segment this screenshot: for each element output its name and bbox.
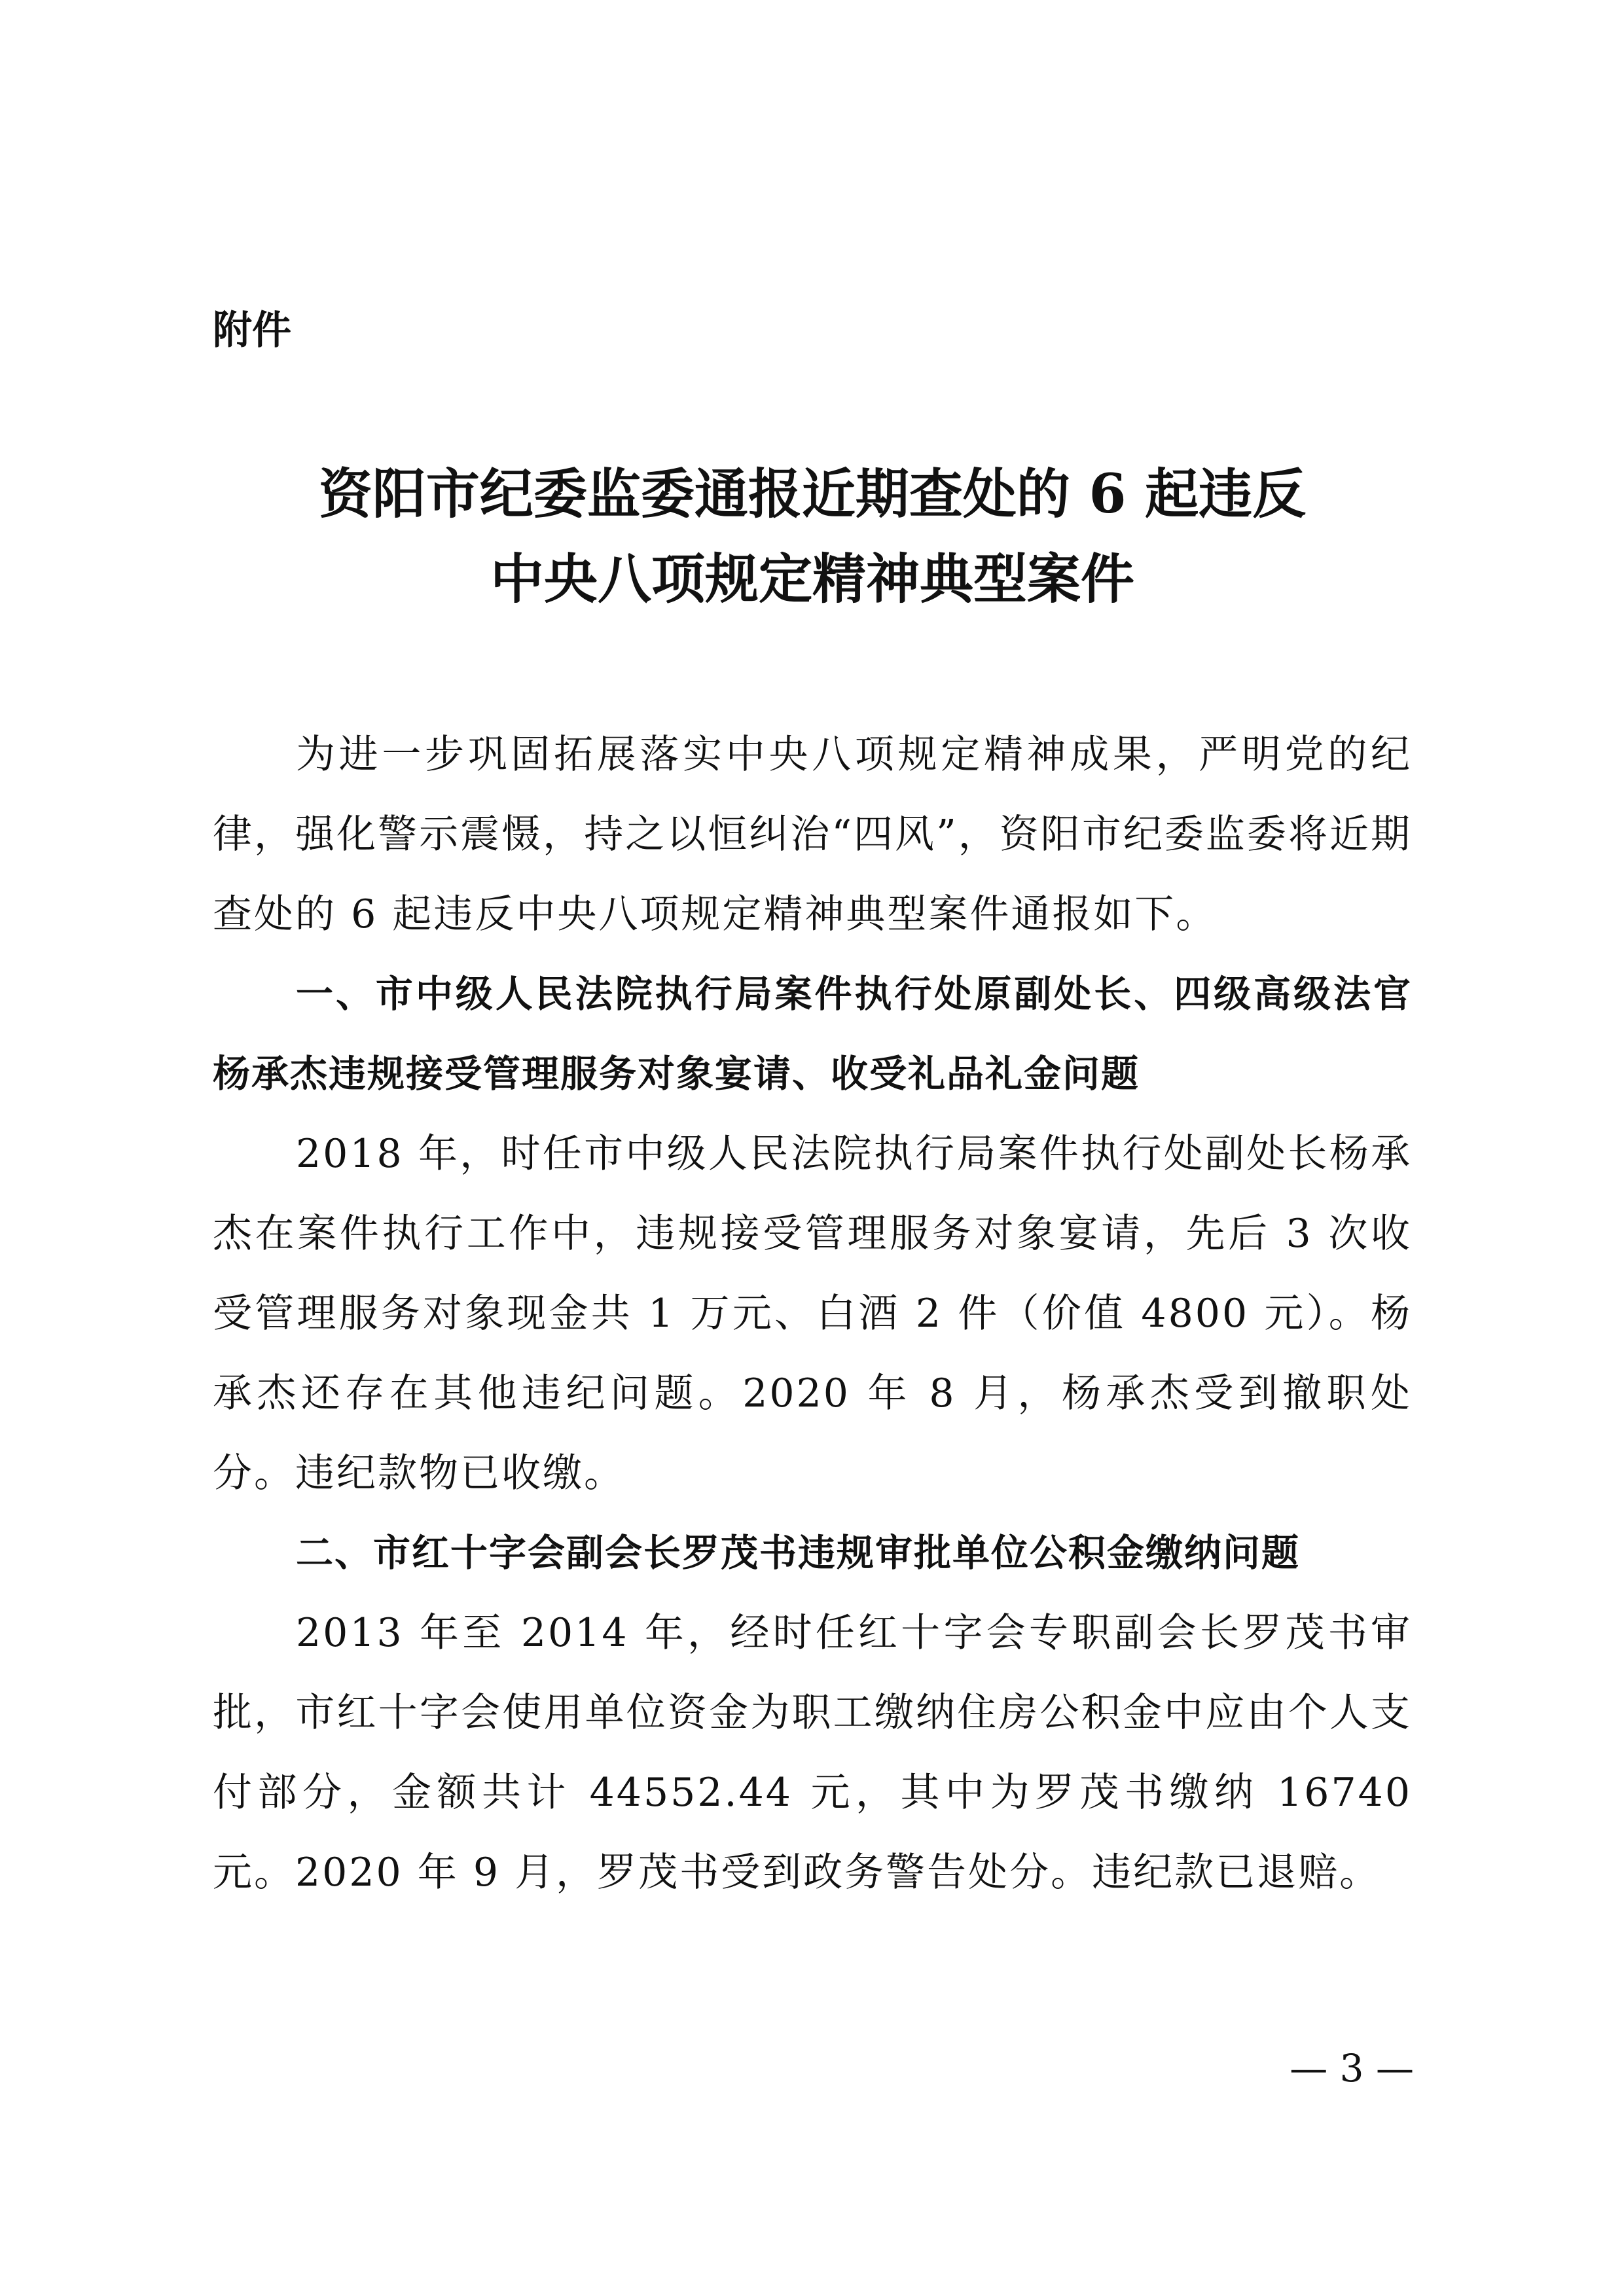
case-2-heading: 二、市红十字会副会长罗茂书违规审批单位公积金缴纳问题 — [296, 1532, 1300, 1575]
attachment-label: 附件 — [213, 308, 291, 353]
page-number: — 3 — — [1290, 2046, 1414, 2090]
document-body — [213, 715, 1412, 1912]
title-line-2: 中央八项规定精神典型案件 — [490, 548, 1134, 611]
case-2-body: 2013 年至 2014 年，经时任红十字会专职副会长罗茂书审批，市红十字会使用单位资金为职工缴纳住房公积金中应由个人支付部分，金额共计 44552.44 元，其中为罗茂书缴纳 16740 元。2020 年 9 月，罗茂书受到政务警告处分。违纪款已退赔。 — [213, 1610, 1412, 1895]
intro-paragraph: 为进一步巩固拓展落实中央八项规定精神成果，严明党的纪律，强化警示震慑，持之以恒纠治“四风”，资阳市纪委监委将近期查处的 6 起违反中央八项规定精神典型案件通报如下。 — [213, 732, 1412, 937]
title-line-1: 资阳市纪委监委通报近期查处的 6 起违反 — [318, 463, 1307, 526]
case-1-heading: 一、市中级人民法院执行局案件执行处原副处长、四级高级法官杨承杰违规接受管理服务对象宴请、收受礼品礼金问题 — [213, 973, 1412, 1096]
document-title — [213, 452, 1412, 622]
case-1-body: 2018 年，时任市中级人民法院执行局案件执行处副处长杨承杰在案件执行工作中，违规接受管理服务对象宴请，先后 3 次收受管理服务对象现金共 1 万元、白酒 2 件（价值 4800 元）。杨承杰还存在其他违纪问题。2020 年 8 月，杨承杰受到撤职处分。违纪款物已收缴。 — [213, 1131, 1412, 1496]
